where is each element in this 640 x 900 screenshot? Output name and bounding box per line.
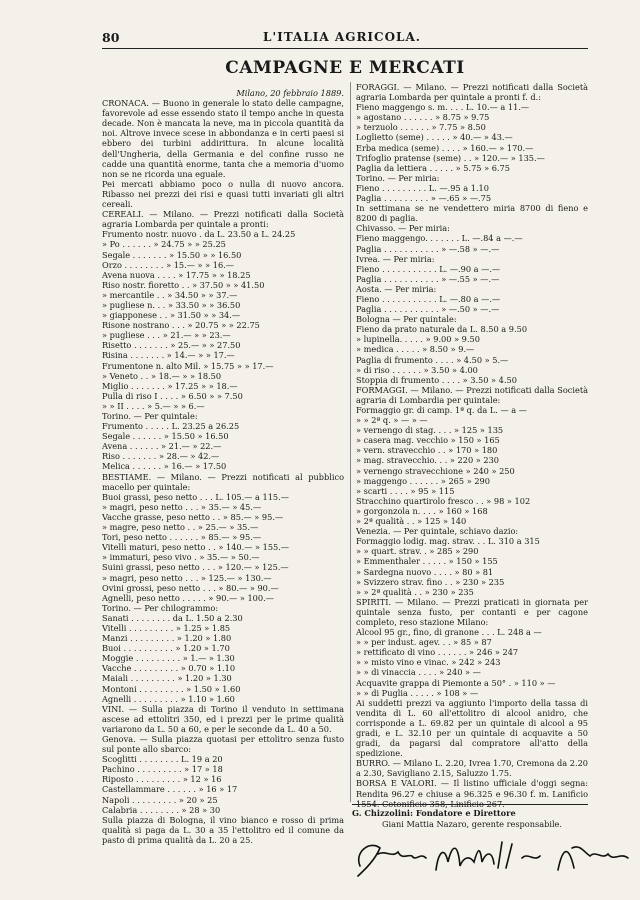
right-col-line: Paglia . . . . . . . . . . . » —.55 » —.— <box>356 273 500 284</box>
right-col-line: » 2ª qualità . . » 125 » 140 <box>356 516 467 527</box>
left-col-line: Ovini grossi, peso netto . . . » 80.— » 90.— <box>102 582 279 593</box>
right-col-line: » » di vinaccia . . . . » 240 » — <box>356 667 481 678</box>
left-col-line: Risone nostrano . . . » 20.75 » » 22.75 <box>102 320 260 331</box>
left-col-line: Avena . . . . . . » 21.— » 22.— <box>102 441 222 452</box>
right-col-line: Paglia di frumento . . . . » 4.50 » 5.— <box>356 354 509 365</box>
right-col-line: Aosta. — Per miria: <box>356 283 437 294</box>
left-col-line: » Veneto . . » 18.— » » 18.50 <box>102 370 222 381</box>
left-col-line: Pachino . . . . . . . . . » 17 » 18 <box>102 764 223 775</box>
left-col-line: Tori, peso netto . . . . . . » 85.— » 95.— <box>102 532 262 543</box>
left-col-line: Pei mercati abbiamo poco o nulla di nuovo ancora. Ribasso nei prezzi dei risi e quasi tutti invariati gli altri cereali. <box>102 178 344 210</box>
left-col-line: Manzi . . . . . . . . . » 1.20 » 1.80 <box>102 633 232 644</box>
article-title: CAMPAGNE E MERCATI <box>225 58 465 78</box>
left-col-line: Miglio . . . . . . . » 17.25 » » 18.— <box>102 380 238 391</box>
right-col-line: FORMAGGI. — Milano. — Prezzi notificati dalla Società agraria di Lombardia per quintale: <box>356 384 588 405</box>
left-col-line: Genova. — Sulla piazza quotasi per ettolitro senza fusto sul ponte allo sbarco: <box>102 734 344 755</box>
running-header <box>102 30 582 46</box>
right-col-line: » » quart. strav. . » 285 » 290 <box>356 546 479 557</box>
right-column <box>356 82 588 809</box>
right-col-line: Venezia. — Per quintale, schiavo dazio: <box>356 526 519 537</box>
left-col-line: » pugliese n. . . » 33.50 » » 36.50 <box>102 299 241 310</box>
right-col-line: » vern. stravecchio . . » 170 » 180 <box>356 445 498 456</box>
right-col-line: » Emmenthaler . . . . . » 150 » 155 <box>356 556 498 567</box>
left-col-line: Riposto . . . . . . . . . » 12 » 16 <box>102 774 222 785</box>
left-col-line: » magre, peso netto . . » 25.— » 35.— <box>102 522 259 533</box>
right-col-line: Paglia . . . . . . . . . . . » —.50 » —.— <box>356 304 500 315</box>
right-col-line: » vernengo di stag. . . . » 125 » 135 <box>356 425 504 436</box>
left-col-line: » magri, peso netto . . . » 125.— » 130.— <box>102 572 272 583</box>
right-col-line: » agostano . . . . . . » 8.75 » 9.75 <box>356 112 490 123</box>
right-col-line: » gorgonzola n. . . . » 160 » 168 <box>356 505 488 516</box>
dateline: Milano, 20 febbraio 1889. <box>236 88 344 98</box>
right-col-line: Stoppia di frumento . . . . » 3.50 » 4.50 <box>356 374 517 385</box>
footer-rule <box>352 804 588 805</box>
left-col-line: Castellammare . . . . . . » 16 » 17 <box>102 784 238 795</box>
running-title: L'ITALIA AGRICOLA. <box>263 30 421 44</box>
left-col-line: Calabria . . . . . . . . » 28 » 30 <box>102 804 221 815</box>
right-col-line: Ai suddetti prezzi va aggiunto l'importo della tassa di vendita di L. 60 all'ettolitro di alcool anidro, che corrisponde a L. 69.82 per un quintale di alcool a 95 gradi, e L. 32.10 per un quintale di acquavite a 50 gradi, da pagarsi dal compratore all'atto della spedizione. <box>356 697 588 759</box>
left-col-line: » pugliese . . . » 21.— » » 23.— <box>102 330 231 341</box>
right-col-line: Torino. — Per miria: <box>356 172 440 183</box>
right-col-line: » vernengo stravecchione » 240 » 250 <box>356 465 515 476</box>
left-col-line: Segale . . . . . . . » 15.50 » » 16.50 <box>102 249 242 260</box>
left-col-line: Frumento . . . . . L. 23.25 a 26.25 <box>102 421 240 432</box>
left-col-line: » » II . . . . » 5.— » » 6.— <box>102 400 205 411</box>
right-col-line: Fieno da prato naturale da L. 8.50 a 9.50 <box>356 324 528 335</box>
right-col-line: Fieno . . . . . . . . . . . L. —.80 a —.— <box>356 293 501 304</box>
right-col-line: » » 2ª qualità . . » 230 » 235 <box>356 586 474 597</box>
right-col-line: BORSA E VALORI. — Il listino ufficiale d'oggi segna: Rendita 96.27 e chiuse a 96.325 e 96.30 f. m. Lanificio 1554. Cotonificio 358, Linificio 267. <box>356 778 588 809</box>
right-col-line: » » per indust. agev. . . » 85 » 87 <box>356 637 492 648</box>
left-col-line: » mercantile . . » 34.50 » » 37.— <box>102 289 238 300</box>
right-col-line: » Svizzero strav. fino . . » 230 » 235 <box>356 576 505 587</box>
page-number: 80 <box>102 30 120 45</box>
left-col-line: Napoli . . . . . . . . . » 20 » 25 <box>102 794 218 805</box>
manager-line: Giani Mattia Nazaro, gerente responsabile. <box>381 818 563 829</box>
right-col-line: Loglietto (seme) . . . . . » 40.— » 43.— <box>356 132 513 143</box>
right-col-line: Fieno . . . . . . . . . L. —.95 a 1.10 <box>356 182 489 193</box>
left-col-line: Torino. — Per quintale: <box>102 411 198 421</box>
left-col-line: VINI. — Sulla piazza di Torino il venduto in settimana ascese ad ettolitri 350, ed i prezzi per le prime qualità variarono da L. 50 a 60, e per le seconde da L. 40 a 50. <box>102 703 344 734</box>
left-col-line: Vacche . . . . . . . . . » 0.70 » 1.10 <box>102 663 236 674</box>
right-col-line: » rettificato di vino . . . . . . » 246 » 247 <box>356 647 519 658</box>
left-col-line: Melica . . . . . . » 16.— » 17.50 <box>102 461 227 472</box>
right-col-line: Alcool 95 gr., fino, di granone . . . L. 248 a — <box>356 627 542 638</box>
left-col-line: Vacche grasse, peso netto . . » 85.— » 95.— <box>102 511 284 522</box>
right-col-line: » di riso . . . . . . » 3.50 » 4.00 <box>356 364 478 375</box>
left-col-line: Agnelli . . . . . . . . . » 1.10 » 1.60 <box>102 693 235 704</box>
right-col-line: Erba medica (seme) . . . . » 160.— » 170.— <box>356 142 534 153</box>
right-col-line: Fieno maggengo s. m. . . . L. 10.— a 11.— <box>356 102 530 113</box>
right-col-line: » scarti . . . . » 95 » 115 <box>356 485 455 496</box>
right-col-line: SPIRITI. — Milano. — Prezzi praticati in giornata per quintale senza fusto, per contanti e per cagone completo, reso stazione Milano: <box>356 596 588 627</box>
founder-line: G. Chizzolini: Fondatore e Direttore <box>352 808 516 818</box>
left-col-line: Vitelli maturi, peso netto . . » 140.— » 155.— <box>102 542 290 553</box>
right-col-line: In settimana se ne vendettero miria 8700 di fieno e 8200 di paglia. <box>356 203 588 224</box>
right-col-line: Bologna — Per quintale: <box>356 314 457 325</box>
right-col-line: » maggengo . . . . . . » 265 » 290 <box>356 475 490 486</box>
footer <box>352 808 592 829</box>
right-col-line: » terzuolo . . . . . . » 7.75 » 8.50 <box>356 122 486 133</box>
right-col-line: Paglia . . . . . . . . . . . » —.58 » —.— <box>356 243 500 254</box>
left-col-line: Frumento nostr. nuovo . da L. 23.50 a L. 24.25 <box>102 229 296 240</box>
right-col-line: Formaggio gr. di camp. 1ª q. da L. — a — <box>356 405 527 415</box>
left-col-line: Risetto . . . . . . . » 25.— » » 27.50 <box>102 340 241 351</box>
left-col-line: Riso . . . . . . . » 28.— » 42.— <box>102 451 220 462</box>
right-col-line: Trifoglio pratense (seme) . . » 120.— » 135.— <box>356 152 545 163</box>
left-col-line: Orzo . . . . . . . . » 15.— » » 16.— <box>102 259 234 270</box>
right-col-line: » mag. stravecchio. . . » 220 » 230 <box>356 455 500 466</box>
left-col-line: » magri, peso netto . . . » 35.— » 45.— <box>102 501 262 512</box>
left-col-line: Risina . . . . . . . » 14.— » » 17.— <box>102 350 235 361</box>
left-col-line: » Po . . . . . . » 24.75 » » 25.25 <box>102 239 226 250</box>
column-divider <box>350 82 351 802</box>
left-col-line: Maiali . . . . . . . . . » 1.20 » 1.30 <box>102 673 232 684</box>
right-col-line: Chivasso. — Per miria: <box>356 223 450 234</box>
left-col-line: Pulla di riso I . . . . » 6.50 » » 7.50 <box>102 390 243 401</box>
right-col-line: Stracchino quartirolo fresco . . » 98 » 102 <box>356 495 531 506</box>
left-col-line: Agnelli, peso netto . . . . . » 90.— » 100.— <box>102 592 274 603</box>
left-col-line: » immaturi, peso vivo . » 35.— » 50.— <box>102 552 260 563</box>
left-col-line: BESTIAME. — Milano. — Prezzi notificati al pubblico macello per quintale: <box>102 471 344 492</box>
header-rule <box>102 48 588 49</box>
right-col-line: » casera mag. vecchio » 150 » 165 <box>356 435 500 446</box>
right-col-line: FORAGGI. — Milano. — Prezzi notificati dalla Società agraria Lombarda per quintale a pronti f. d.: <box>356 82 588 103</box>
left-col-line: CEREALI. — Milano. — Prezzi notificati dalla Società agraria Lombarda per quintale a pronti: <box>102 209 344 230</box>
left-col-line: Moggie . . . . . . . . . » 1.— » 1.30 <box>102 653 235 664</box>
right-col-line: Paglia . . . . . . . . . » —.65 » —.75 <box>356 193 492 204</box>
left-col-line: Scoglitti . . . . . . . . L. 19 a 20 <box>102 754 223 765</box>
left-col-line: Riso nostr. fioretto . . » 37.50 » » 41.50 <box>102 279 265 290</box>
left-col-line: Segale . . . . . . » 15.50 » 16.50 <box>102 431 229 442</box>
right-col-line: Acquavite grappa di Piemonte a 50° . » 110 » — <box>356 677 556 688</box>
right-col-line: Formaggio lodig. mag. strav. . . L. 310 a 315 <box>356 536 540 547</box>
handwritten-signature <box>352 832 632 882</box>
right-col-line: Fieno . . . . . . . . . . . L. —.90 a —.— <box>356 263 501 274</box>
left-col-line: Sulla piazza di Bologna, il vino bianco e rosso di prima qualità si paga da L. 30 a 35 l'ettolitro ed il comune da pasto di prima qualità da L. 20 a 25. <box>102 814 344 845</box>
right-col-line: » » misto vino e vinac. » 242 » 243 <box>356 657 501 668</box>
left-col-line: CRONACA. — Buono in generale lo stato delle campagne, favorevole ad esse essendo stato il tempo anche in questa decade. Non è mancata la neve, ma in piccola quantità da noi. Altrove invece scese in abbondanza e in certi paesi si ebbero dei turbini addirittura. In alcune località dell'Ungheria, della Germania e del confine russo ne cadde una quantità enorme, tanta che a memoria d'uomo non se ne ricorda una eguale. <box>102 98 344 179</box>
left-col-line: Sanati . . . . . . . . da L. 1.50 a 2.30 <box>102 612 243 623</box>
left-col-line: Avena nuova . . . . » 17.75 » » 18.25 <box>102 269 251 280</box>
right-col-line: BURRO. — Milano L. 2.20, Ivrea 1.70, Cremona da 2.20 a 2.30, Savigliano 2.15, Saluzzo 1.75. <box>356 758 588 779</box>
right-col-line: Fieno maggengo. . . . . . . L. —.84 a —.— <box>356 233 523 244</box>
left-col-line: » giapponese . . » 31.50 » » 34.— <box>102 310 241 321</box>
right-col-line: » » di Puglia . . . . . » 108 » — <box>356 687 479 698</box>
left-col-line: Buoi . . . . . . . . . . » 1.20 » 1.70 <box>102 643 230 654</box>
left-col-line: Vitelli . . . . . . . . . » 1.25 » 1.85 <box>102 622 231 633</box>
left-col-line: Buoi grassi, peso netto . . . L. 105.— a 115.— <box>102 491 289 502</box>
left-col-line: Torino. — Per chilogrammo: <box>102 602 219 613</box>
left-col-line: Frumentone n. alto Mil. » 15.75 » » 17.— <box>102 360 274 371</box>
left-col-line: Montoni . . . . . . . . . » 1.50 » 1.60 <box>102 683 241 694</box>
right-col-line: » medica . . . . . » 8.50 » 9.— <box>356 344 475 355</box>
right-col-line: Ivrea. — Per miria: <box>356 253 435 264</box>
right-col-line: » lupinella. . . . . » 9.00 » 9.50 <box>356 334 480 345</box>
left-col-line: Suini grassi, peso netto . . . » 120.— » 125.— <box>102 562 289 573</box>
right-col-line: Paglia da lettiera . . . . . » 5.75 » 6.75 <box>356 162 510 173</box>
right-col-line: » Sardegna nuovo . . . . » 80 » 81 <box>356 566 494 577</box>
left-column <box>102 88 344 845</box>
right-col-line: » » 2ª q. » — » — <box>356 415 428 426</box>
